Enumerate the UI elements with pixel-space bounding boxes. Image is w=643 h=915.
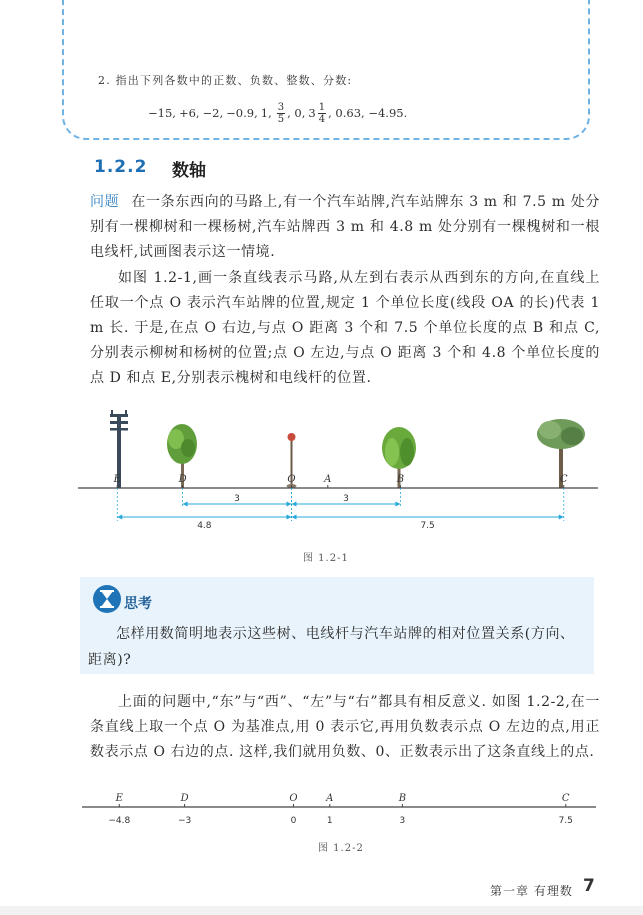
dimension-label: 7.5 [420, 521, 435, 531]
footer-chapter: 第一章 有理数 [490, 884, 573, 898]
exercise-value: +6, [178, 106, 200, 120]
problem-paragraph [90, 190, 600, 265]
point-label: C [561, 793, 570, 804]
point-label: C [559, 474, 568, 485]
point-label: A [326, 793, 334, 804]
values-after: , 0.63, −4.95. [328, 106, 408, 120]
point-label: O [287, 474, 296, 485]
exercise-question: 2. 指出下列各数中的正数、负数、整数、分数: [98, 74, 353, 87]
point-label: B [396, 474, 405, 485]
explanation-paragraph: 如图 1.2-1,画一条直线表示马路,从左到右表示从西到东的方向,在直线上任取一个点 O 表示汽车站牌的位置,规定 1 个单位长度(线段 OA 的长)代表 1 m 长. 于是,在点 O 右边,与点 O 距离 3 个和 7.5 个单位长度的点 B 和点 C,分别表示柳树和杨树的位置;点 O 左边,与点 O 距离 3 个和 4.8 个单位长度的点 D 和点 E,分别表示槐树和电线杆的位置. [90, 270, 600, 386]
tick-value: 3 [399, 816, 406, 826]
fraction-one-quarter: $\frac{1}{4}$ [318, 101, 326, 125]
exercise-value: −2, [202, 106, 224, 120]
figure-2-caption: 图 1.2-2 [318, 843, 364, 854]
problem-text: 在一条东西向的马路上,有一个汽车站牌,汽车站牌东 3 m 和 7.5 m 处分别有一棵柳树和一棵杨树,汽车站牌西 3 m 和 4.8 m 处分别有一棵槐树和一根电线杆,试画图表示这一情境. [90, 194, 600, 260]
arrow-head [183, 502, 188, 507]
arrow-head [287, 502, 292, 507]
figure-1-caption: 图 1.2-1 [303, 553, 349, 564]
point-label: D [178, 474, 187, 485]
arrow-head [395, 502, 400, 507]
footer-bar [0, 906, 643, 915]
section-number: 1.2.2 [94, 157, 148, 177]
tick-value: 1 [326, 816, 333, 826]
arrow-head [292, 515, 297, 520]
tick-value: −3 [177, 816, 192, 826]
tick-value: 0 [290, 816, 297, 826]
exercise-value: 1, [260, 106, 272, 120]
values-before [148, 106, 275, 120]
point-label: O [289, 793, 298, 804]
arrow-head [559, 515, 564, 520]
think-text: 怎样用数简明地表示这些树、电线杆与汽车站牌的相对位置关系(方向、距离)? [88, 626, 575, 668]
problem-keyword: 问题 [90, 194, 120, 210]
point-label: A [324, 474, 332, 485]
point-label: D [180, 793, 189, 804]
fraction-three-fifths: $\frac{3}{5}$ [277, 101, 285, 125]
point-label: B [398, 793, 407, 804]
think-title: 思考 [124, 596, 152, 612]
arrow-head [292, 502, 297, 507]
dimension-label: 3 [343, 494, 349, 504]
exercise-value: −0.9, [226, 106, 258, 120]
dimension-label: 3 [234, 494, 240, 504]
point-label: E [113, 474, 121, 485]
arrow-head [287, 515, 292, 520]
figure-1-2-2 [70, 790, 600, 834]
mixed-whole: 3 [308, 106, 316, 120]
tick-value: 7.5 [558, 816, 573, 826]
tick-value: −4.8 [108, 816, 131, 826]
hourglass-icon [92, 584, 122, 614]
exercise-value: −15, [148, 106, 176, 120]
values-between: , 0, [287, 106, 306, 120]
arrow-head [117, 515, 122, 520]
number-line-paragraph: 上面的问题中,“东”与“西”、“左”与“右”都具有相反意义. 如图 1.2-2,在一条直线上取一个点 O 为基准点,用 0 表示它,再用负数表示点 O 左边的点,用正数表示点 O 右边的点. 这样,我们就用负数、0、正数表示出了这条直线上的点. [90, 694, 600, 760]
exercise-values [148, 96, 407, 130]
page-number: 7 [583, 876, 595, 896]
point-label: E [115, 793, 123, 804]
section-title: 数轴 [172, 161, 206, 181]
figure-1-2-1 [70, 404, 600, 554]
dimension-label: 4.8 [197, 521, 212, 531]
